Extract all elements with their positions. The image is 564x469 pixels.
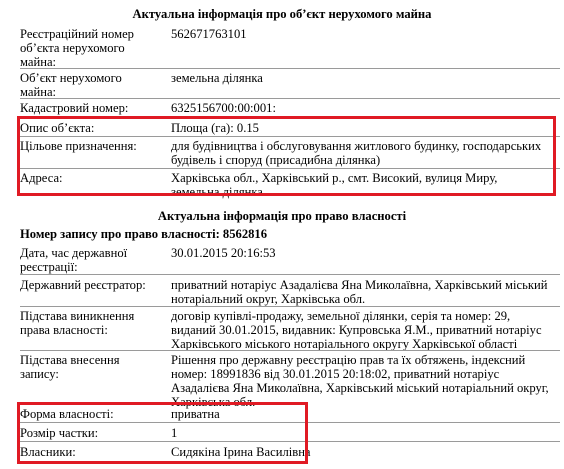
entry-basis-value: Рішення про державну реєстрацію прав та їх обтяжень, індексний номер: 18991836 від 30.01.2015 20:18:02, приватний нотаріус Азадалієва Яна Миколаївна, Харківський міський нотаріальний округ, Харківська обл. [171,353,549,409]
entry-basis-label: Підстава внесення запису: [20,353,120,381]
share-size-value: 1 [171,426,178,440]
registration-number-value: 562671763101 [171,27,247,41]
row-divider [20,350,560,351]
highlight-box-property [17,116,556,196]
object-type-value: земельна ділянка [171,71,263,85]
registration-number-label: Реєстраційний номер об’єкта нерухомого майна: [20,27,134,69]
cadastral-label: Кадастровий номер: [20,101,129,115]
owners-value: Сидякіна Ірина Василівна [171,445,311,459]
ownership-basis-label: Підстава виникнення права власності: [20,309,135,337]
registrar-value: приватний нотаріус Азадалієва Яна Миколаївна, Харківський міський нотаріальний округ, Харківська обл. [171,278,548,306]
ownership-record-number: Номер запису про право власності: 8562816 [20,227,268,241]
highlight-box-ownership [17,402,308,464]
cadastral-value: 6325156700:00:001: [171,101,276,115]
ownership-form-value: приватна [171,407,220,421]
row-divider [20,306,560,307]
share-size-label: Розмір частки: [20,426,99,440]
row-divider [20,274,560,275]
description-value: Площа (га): 0.15 [171,121,259,135]
property-section-heading: Актуальна інформація про об’єкт нерухомого майна [132,7,432,21]
registration-datetime-value: 30.01.2015 20:16:53 [171,246,276,260]
row-divider [20,68,560,69]
owners-label: Власники: [20,445,76,459]
description-label: Опис об’єкта: [20,121,95,135]
address-label: Адреса: [20,171,63,185]
row-divider [20,98,560,99]
object-type-label: Об’єкт нерухомого майна: [20,71,122,99]
registrar-label: Державний реєстратор: [20,278,146,292]
address-value: Харківська обл., Харківський р., смт. Високий, вулиця Миру, земельна ділянка [171,171,498,199]
registration-datetime-label: Дата, час державної реєстрації: [20,246,128,274]
ownership-form-label: Форма власності: [20,407,114,421]
ownership-section-heading: Актуальна інформація про право власності [157,209,407,223]
purpose-label: Цільове призначення: [20,139,137,153]
purpose-value: для будівництва і обслуговування житлового будинку, господарських будівель і споруд (присадибна ділянка) [171,139,542,167]
ownership-basis-value: договір купівлі-продажу, земельної ділянки, серія та номер: 29, виданий 30.01.2015, видавник: Купровська Я.М., приватний нотаріус Харківського міського нотаріального округу Харківської області [171,309,542,351]
